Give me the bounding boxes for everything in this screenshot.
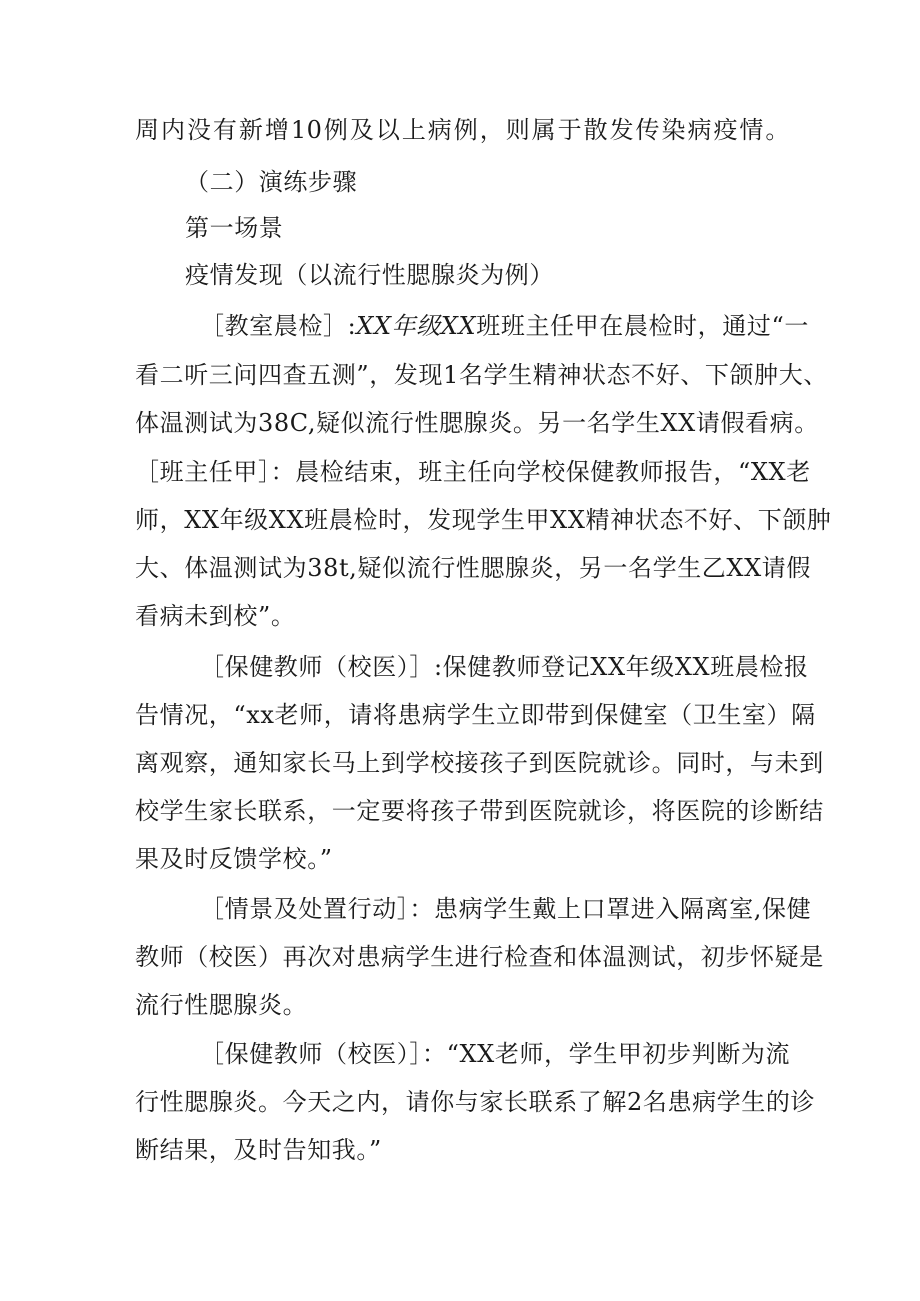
text-line: 教师（校医）再次对患病学生进行检查和体温测试，初步怀疑是 [135, 943, 824, 971]
text-line: 果及时反馈学校。” [135, 845, 333, 873]
text-line: ［保健教师（校医）］：“XX老师，学生甲初步判断为流 [200, 1040, 791, 1068]
text-line: 体温测试为38C,疑似流行性腮腺炎。另一名学生XX请假看病。 [135, 409, 819, 437]
text-line: 校学生家长联系，一定要将孩子带到医院就诊，将医院的诊断结 [135, 797, 824, 825]
text-line: 行性腮腺炎。今天之内，请你与家长联系了解2名患病学生的诊 [135, 1088, 816, 1116]
text-line: 周内没有新增10例及以上病例，则属于散发传染病疫情。 [135, 116, 790, 144]
text-line: 流行性腮腺炎。 [135, 991, 308, 1019]
bracket-label: ［教室晨检］: [200, 312, 357, 340]
section-heading: （二）演练步骤 [185, 168, 358, 196]
text-line: 看病未到校”。 [135, 602, 296, 630]
text-line: 大、体温测试为38t,疑似流行性腮腺炎，另一名学生乙XX请假 [135, 554, 811, 582]
text-line: 断结果，及时告知我。” [135, 1136, 382, 1164]
text-line: 看二听三问四查五测”，发现1名学生精神状态不好、下颌肿大、 [135, 361, 828, 389]
text-line: 告情况，“xx老师，请将患病学生立即带到保健室（卫生室）隔 [135, 701, 816, 729]
text-line [200, 311, 809, 341]
text-line: ［情景及处置行动］：患病学生戴上口罩进入隔离室,保健 [200, 895, 812, 923]
scene-subheading: 疫情发现（以流行性腮腺炎为例） [185, 261, 554, 289]
text-line: ［保健教师（校医）］:保健教师登记XX年级XX班晨检报 [200, 653, 809, 681]
text-fragment: 班班主任甲在晨检时，通过“一 [476, 312, 809, 340]
scene-heading: 第一场景 [185, 214, 284, 242]
text-line: ［班主任甲］：晨检结束，班主任向学校保健教师报告，“XX老 [135, 458, 811, 486]
italic-class-name: XX年级XX [356, 312, 477, 340]
text-line: 离观察，通知家长马上到学校接孩子到医院就诊。同时，与未到 [135, 749, 824, 777]
text-line: 师，XX年级XX班晨检时，发现学生甲XX精神状态不好、下颌肿 [135, 506, 832, 534]
